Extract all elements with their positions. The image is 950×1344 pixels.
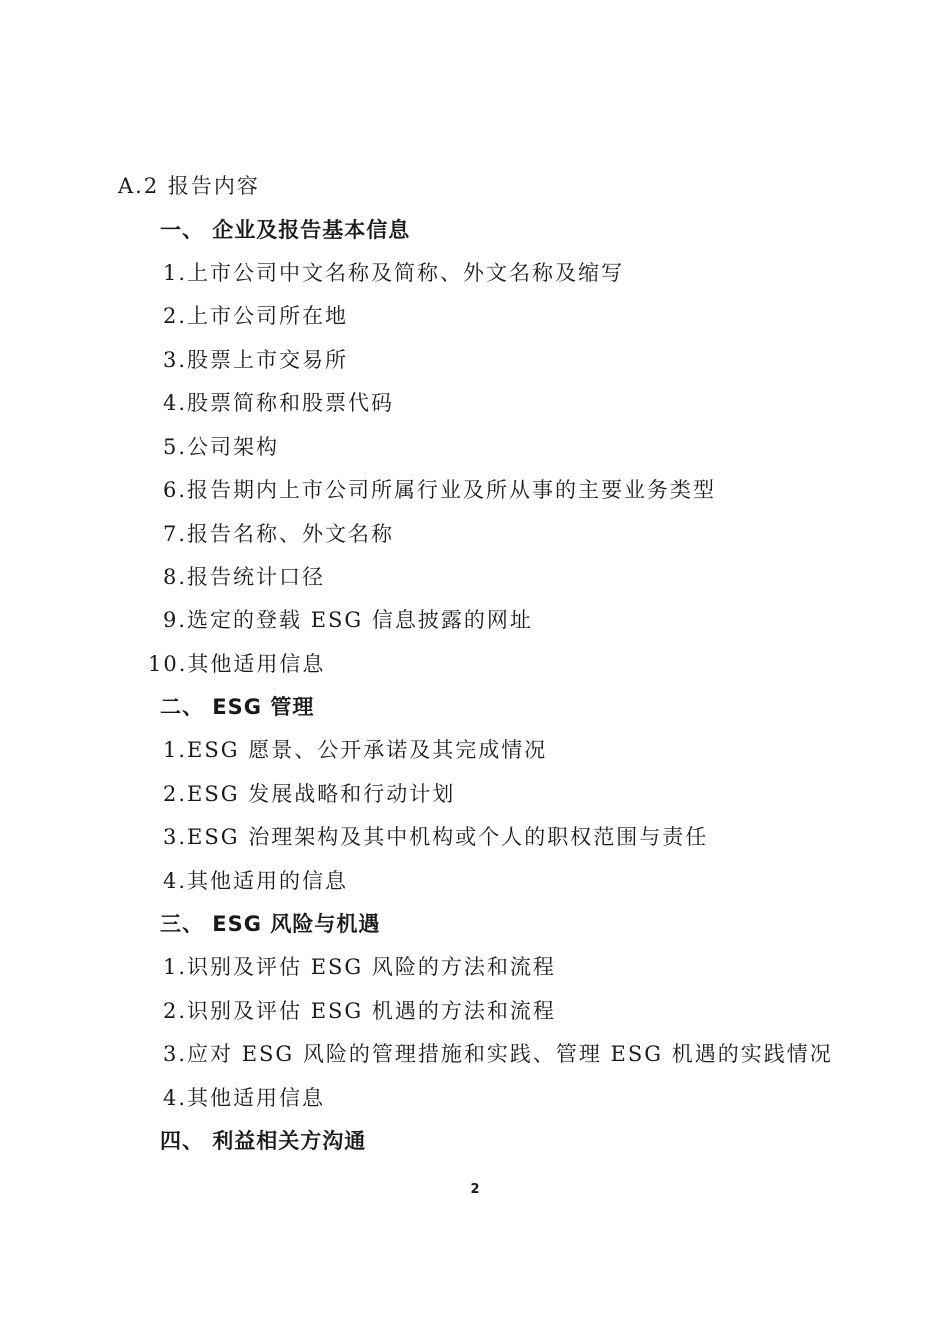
list-item: 9.选定的登载 ESG 信息披露的网址 — [163, 608, 533, 632]
list-item: 8.报告统计口径 — [163, 565, 326, 589]
list-item: 2.上市公司所在地 — [163, 304, 349, 328]
list-item: 1.上市公司中文名称及简称、外文名称及缩写 — [163, 261, 625, 285]
list-item: 7.报告名称、外文名称 — [163, 522, 395, 546]
list-item: 4.其他适用信息 — [163, 1086, 326, 1110]
list-item: 1.ESG 愿景、公开承诺及其完成情况 — [163, 738, 548, 762]
list-item: 4.其他适用的信息 — [163, 869, 349, 893]
section-title-1: 一、 企业及报告基本信息 — [160, 218, 411, 242]
list-item: 4.股票简称和股票代码 — [163, 391, 395, 415]
list-item: 1.识别及评估 ESG 风险的方法和流程 — [163, 955, 556, 979]
list-item: 10.其他适用信息 — [148, 652, 326, 676]
page-number: 2 — [470, 1182, 480, 1197]
list-item: 5.公司架构 — [163, 435, 280, 459]
section-title-2: 二、 ESG 管理 — [160, 695, 315, 719]
list-item: 3.ESG 治理架构及其中机构或个人的职权范围与责任 — [163, 825, 709, 849]
list-item: 2.ESG 发展战略和行动计划 — [163, 782, 456, 806]
list-item: 6.报告期内上市公司所属行业及所从事的主要业务类型 — [163, 478, 717, 502]
section-title-3: 三、 ESG 风险与机遇 — [160, 912, 381, 936]
list-item: 3.应对 ESG 风险的管理措施和实践、管理 ESG 机遇的实践情况 — [163, 1042, 833, 1066]
list-item: 3.股票上市交易所 — [163, 348, 349, 372]
section-heading: A.2 报告内容 — [118, 174, 260, 198]
list-item: 2.识别及评估 ESG 机遇的方法和流程 — [163, 999, 556, 1023]
section-title-4: 四、 利益相关方沟通 — [160, 1129, 367, 1153]
